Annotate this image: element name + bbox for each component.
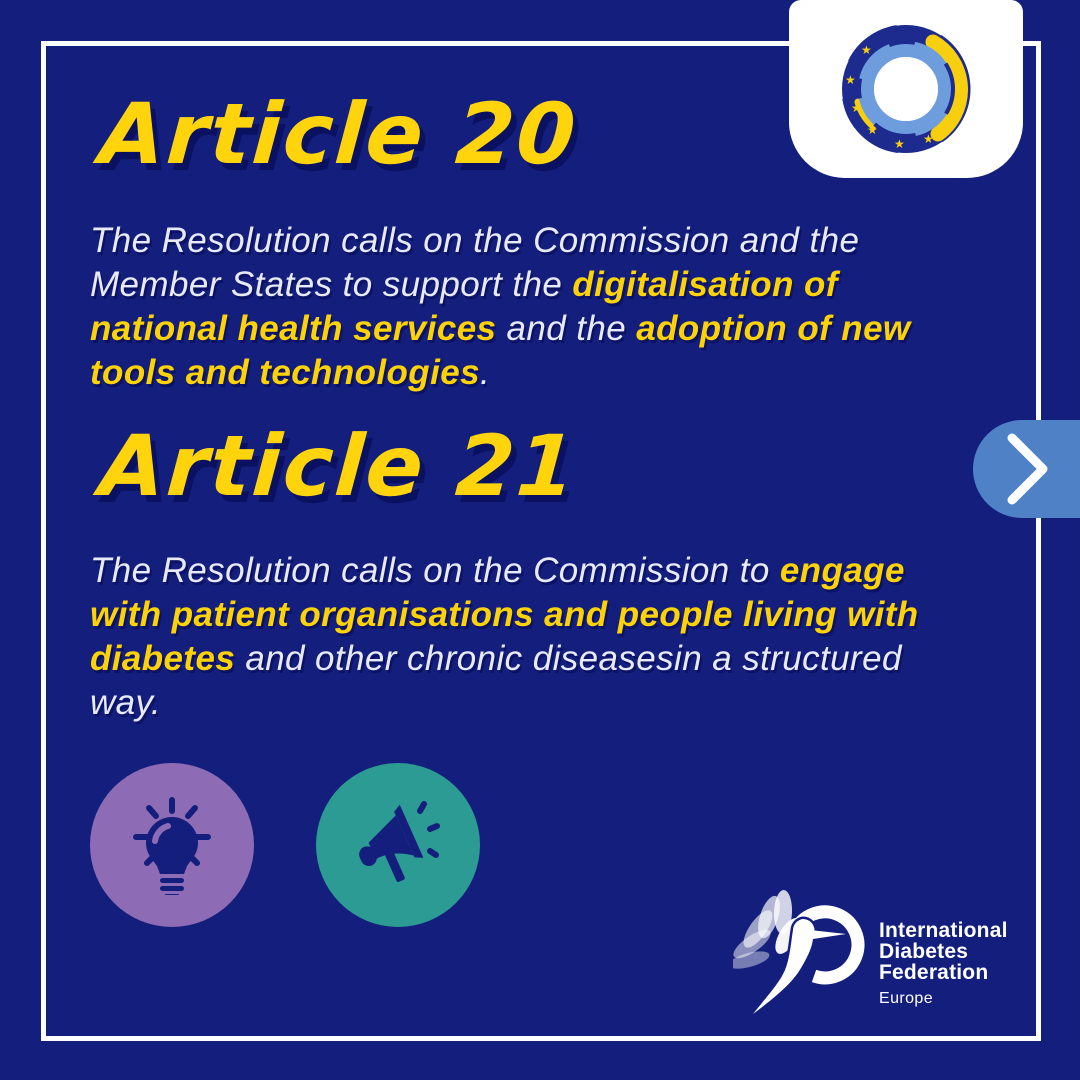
svg-text:★: ★ — [867, 123, 878, 137]
hummingbird-logo-icon — [733, 890, 883, 1025]
svg-text:★: ★ — [861, 43, 872, 57]
idf-europe-wordmark — [879, 890, 1008, 1025]
logo-tab — [789, 0, 1023, 178]
idf-line-1: International — [879, 919, 1008, 942]
svg-text:★: ★ — [923, 132, 934, 146]
megaphone-badge — [316, 763, 480, 927]
chevron-right-icon — [973, 420, 1080, 518]
idf-europe-logo — [733, 890, 1008, 1025]
next-button[interactable] — [973, 420, 1080, 518]
article-21-heading: Article 21 — [96, 417, 581, 515]
idf-line-3: Federation — [879, 961, 989, 984]
idf-europe-label: Europe — [879, 990, 933, 1007]
article-20-text: The Resolution calls on the Commission and the Member States to support the digitalisation of national health services and the adoption of new tools and technologies. — [90, 221, 911, 392]
article-21-text: The Resolution calls on the Commission to engage with patient organisations and people living with diabetes and other chronic diseasesin a structured way. — [90, 551, 919, 722]
article-20-heading: Article 20 — [96, 85, 581, 183]
megaphone-icon — [348, 795, 448, 895]
svg-text:★: ★ — [845, 73, 856, 87]
svg-text:★: ★ — [894, 137, 905, 151]
idf-line-2: Diabetes — [879, 940, 969, 963]
lightbulb-icon — [122, 795, 222, 895]
blue-circle-logo-icon — [831, 14, 981, 164]
lightbulb-badge — [90, 763, 254, 927]
svg-text:★: ★ — [851, 101, 862, 115]
